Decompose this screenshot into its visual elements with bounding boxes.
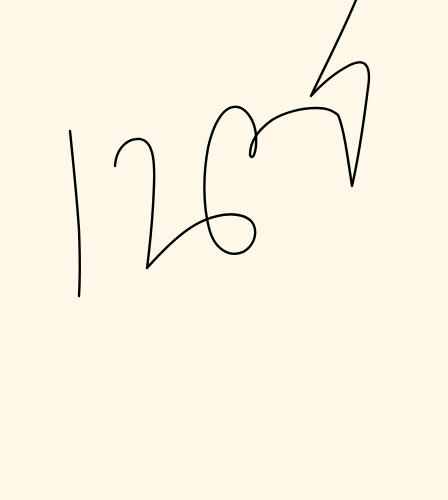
stroke-digit-one <box>70 131 80 296</box>
stroke-digit-six-zigzag <box>147 0 369 268</box>
stroke-digit-two <box>115 139 154 268</box>
